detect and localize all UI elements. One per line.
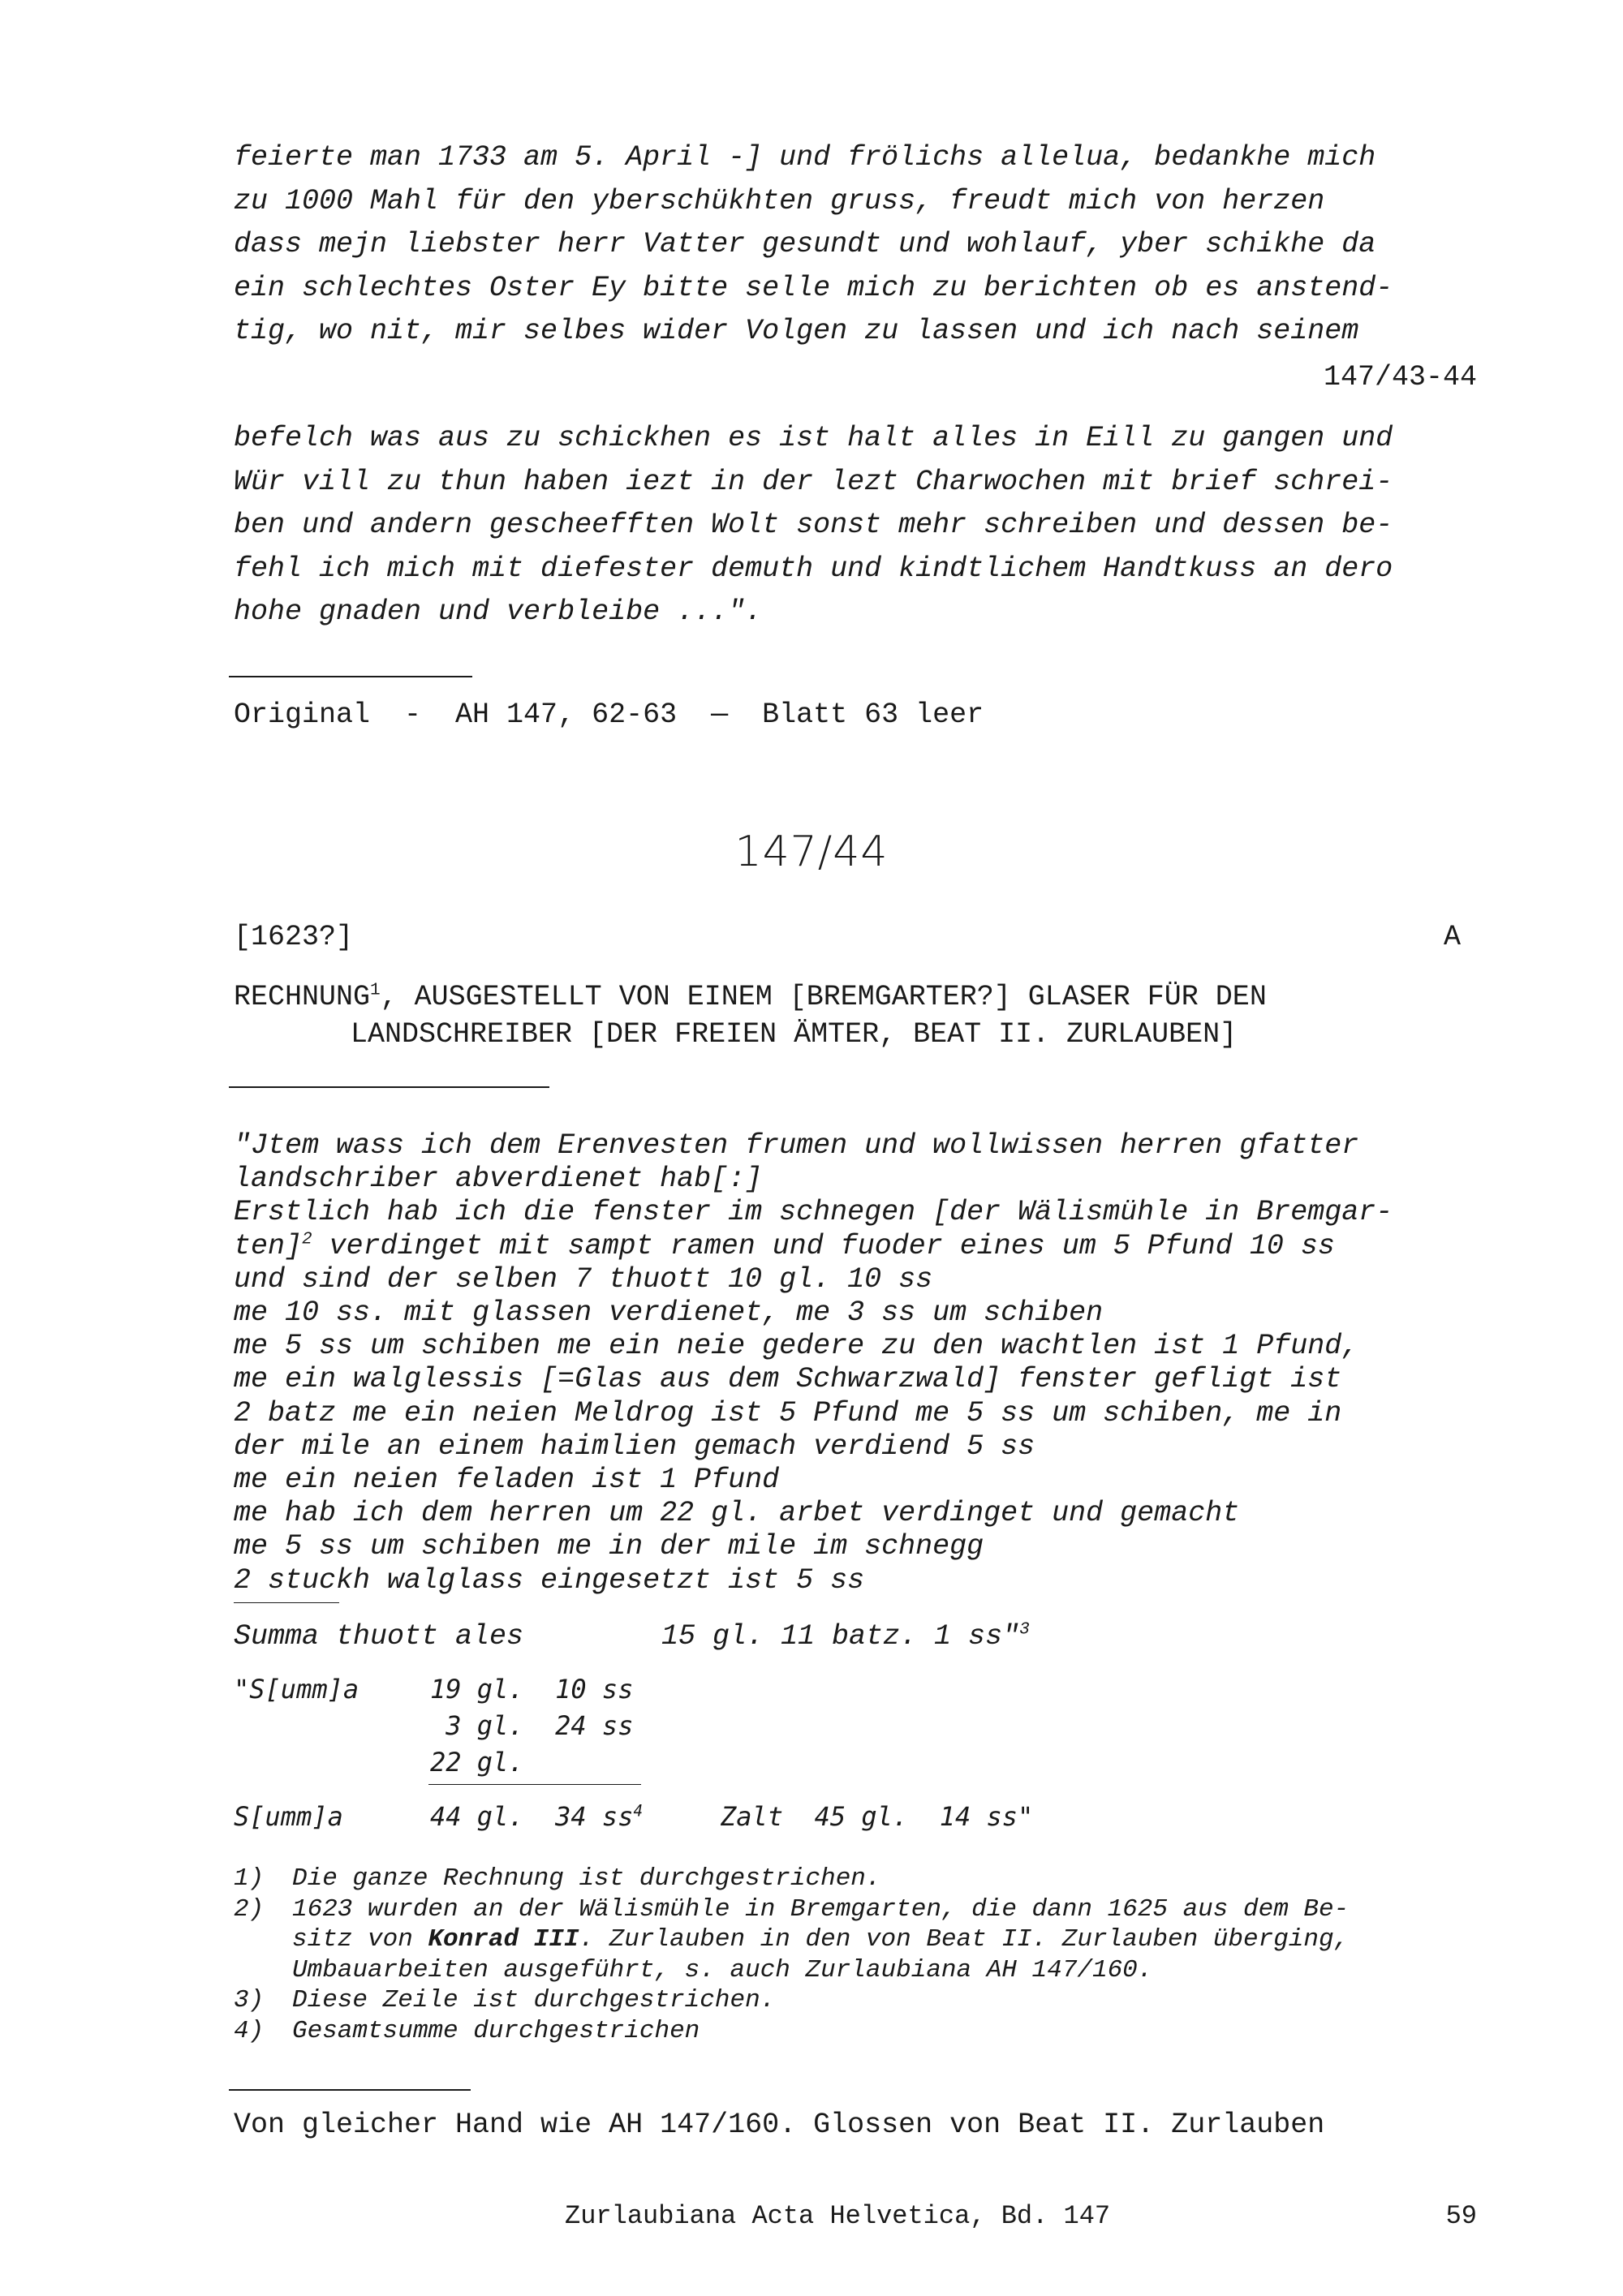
body-line: me hab ich dem herren um 22 gl. arbet verdinget und gemacht	[234, 1497, 1240, 1530]
summa-label: Summa thuott ales	[234, 1620, 524, 1653]
footnote	[234, 1985, 1483, 2016]
footnote	[234, 1894, 1483, 1986]
gloss-total	[430, 1801, 643, 1832]
footnote-text	[292, 1894, 1349, 1986]
gloss-row: 19 gl. 10 ss	[430, 1674, 634, 1705]
divider	[229, 2089, 471, 2091]
body-line: me 5 ss um schiben me in der mile im schnegg	[234, 1530, 984, 1563]
gloss-paid: Zalt 45 gl. 14 ss"	[721, 1801, 1034, 1832]
footnote-number: 4)	[234, 2016, 265, 2045]
body-line: der mile an einem haimlien gemach verdiend 5 ss	[234, 1430, 1035, 1463]
sum-underline	[428, 1784, 641, 1785]
title-line-2: LANDSCHREIBER [DER FREIEN ÄMTER, BEAT II. ZURLAUBEN]	[351, 1018, 1238, 1051]
footnote-marker: 1	[370, 981, 381, 1000]
title-text: RECHNUNG	[234, 981, 371, 1013]
footnote-text: Diese Zeile ist durchgestrichen.	[292, 1986, 776, 2014]
footnote-bold-name: Konrad III	[428, 1925, 579, 1954]
letter-line: feierte man 1733 am 5. April -] und frölichs allelua, bedankhe mich	[234, 141, 1376, 174]
letter-line: Wür vill zu thun haben iezt in der lezt Charwochen mit brief schrei-	[234, 465, 1393, 498]
footer-series: Zurlaubiana Acta Helvetica, Bd. 147	[565, 2201, 1111, 2231]
body-line: 2 batz me ein neien Meldrog ist 5 Pfund me 5 ss um schiben, me in	[234, 1396, 1342, 1430]
letter-line: hohe gnaden und verbleibe ...".	[234, 595, 763, 628]
letter-line: dass mejn liebster herr Vatter gesundt und wohlauf, yber schikhe da	[234, 228, 1376, 260]
letter-line: tig, wo nit, mir selbes wider Volgen zu lassen und ich nach seinem	[234, 315, 1359, 347]
gloss-row: 22 gl.	[430, 1747, 524, 1778]
footnote-marker: 4	[633, 1801, 644, 1821]
body-text: ten]	[234, 1229, 303, 1262]
letter-line: zu 1000 Mahl für den yberschükhten gruss, freudt mich von herzen	[234, 184, 1325, 217]
footnote-number: 2)	[234, 1894, 265, 1924]
letter-line: fehl ich mich mit diefester demuth und kindtlichem Handtkuss an dero	[234, 552, 1393, 585]
title-text: , AUSGESTELLT VON EINEM [BREMGARTER?] GLASER FÜR DEN	[380, 981, 1267, 1013]
gloss-row: 3 gl. 24 ss	[430, 1710, 634, 1741]
footnote-number: 1)	[234, 1864, 265, 1893]
body-line: Erstlich hab ich die fenster im schnegen [der Wälismühle in Bremgar-	[234, 1196, 1393, 1229]
body-line: me ein neien feladen ist 1 Pfund	[234, 1464, 780, 1497]
body-line: me ein walglessis [=Glas aus dem Schwarzwald] fenster gefligt ist	[234, 1363, 1342, 1396]
gloss-total-text: 44 gl. 34 ss	[430, 1801, 634, 1832]
footnote-text-line: sitz von	[292, 1925, 428, 1954]
gloss-label: S[umm]a	[234, 1801, 343, 1832]
footnote-text-line: Umbauarbeiten ausgeführt, s. auch Zurlaubiana AH 147/160.	[292, 1955, 1153, 1984]
body-line: me 5 ss um schiben me ein neie gedere zu den wachtlen ist 1 Pfund,	[234, 1330, 1359, 1363]
body-line: "Jtem wass ich dem Erenvesten frumen und wollwissen herren gfatter	[234, 1129, 1359, 1162]
body-line: 2 stuckh walglass eingesetzt ist 5 ss	[234, 1563, 865, 1597]
body-text: verdinget mit sampt ramen und fuoder eines um 5 Pfund 10 ss	[312, 1229, 1335, 1262]
letter-line: ein schlechtes Oster Ey bitte selle mich zu berichten ob es anstend-	[234, 271, 1393, 304]
footnote-text: Die ganze Rechnung ist durchgestrichen.	[292, 1864, 881, 1893]
footnote	[234, 1864, 1483, 1894]
letter-line: befelch was aus zu schickhen es ist halt alles in Eill zu gangen und	[234, 422, 1393, 454]
hand-note: Von gleicher Hand wie AH 147/160. Glossen von Beat II. Zurlauben	[234, 2109, 1325, 2141]
footnote-text-line: . Zurlauben in den von Beat II. Zurlauben überging,	[579, 1925, 1350, 1954]
document-date: [1623?]	[234, 921, 354, 953]
footnote-marker: 3	[1019, 1620, 1030, 1640]
footnote-number: 3)	[234, 1986, 265, 2014]
body-line: landschriber abverdienet hab[:]	[234, 1163, 763, 1196]
document-number: 147/44	[734, 828, 889, 876]
page-reference: 147/43-44	[1323, 361, 1477, 393]
footnote-text: Gesamtsumme durchgestrichen	[292, 2016, 700, 2045]
footnotes	[234, 1864, 1483, 2046]
footnote-marker: 2	[302, 1229, 312, 1249]
letter-line: ben und andern gescheefften Wolt sonst mehr schreiben und dessen be-	[234, 509, 1393, 541]
gloss-label: "S[umm]a	[234, 1674, 359, 1705]
footnote	[234, 2016, 1483, 2047]
summa-value-text: 15 gl. 11 batz. 1 ss"	[661, 1620, 1020, 1653]
document-type-letter: A	[1443, 921, 1461, 953]
body-line: und sind der selben 7 thuott 10 gl. 10 ss	[234, 1262, 933, 1296]
body-line: me 10 ss. mit glassen verdienet, me 3 ss um schiben	[234, 1296, 1104, 1330]
footnote-text-line: 1623 wurden an der Wälismühle in Bremgarten, die dann 1625 aus dem Be-	[292, 1894, 1350, 1924]
source-note-text: Original - AH 147, 62-63 — Blatt 63 leer	[234, 699, 984, 731]
footer-page-number: 59	[1445, 2201, 1477, 2231]
